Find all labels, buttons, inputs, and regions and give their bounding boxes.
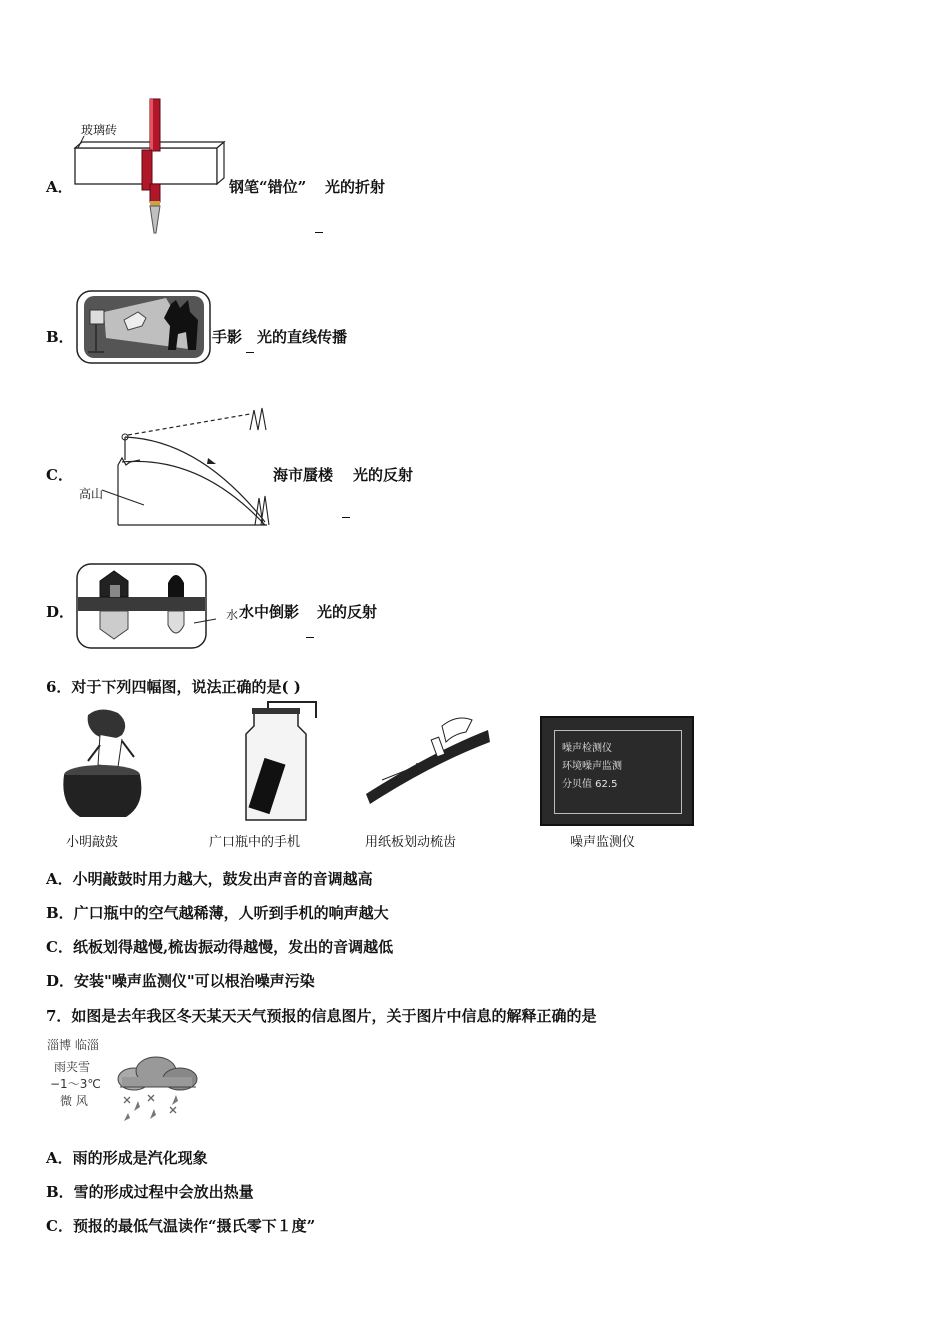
option-description: 光的直线传播 [257,328,348,346]
option-description: 光的折射 [325,178,386,196]
option-c: C．纸板划得越慢,梳齿振动得越慢，发出的音调越低 [46,938,394,956]
image-caption: 用纸板划动梳齿 [365,835,457,850]
mirage-figure [110,400,275,530]
option-letter: A． [46,178,73,196]
option-label: 水中倒影 [239,603,300,621]
option-d: D．安装"噪声监测仪"可以根治噪声污染 [46,972,315,990]
option-a: A．雨的形成是汽化现象 [46,1149,208,1167]
image-caption: 广口瓶中的手机 [209,835,301,850]
blank-mark [342,517,350,518]
blank-mark [246,352,254,353]
monitor-line: 噪声检测仪 [562,743,612,754]
bottle-figure [228,708,323,826]
glass-brick-label: 玻璃砖 [81,123,118,137]
comb-figure [362,712,492,812]
option-label: 手影 [212,328,243,346]
question-stem: 6．对于下列四幅图，说法正确的是( ) [46,678,301,696]
forecast-weather: 雨夹雪 [54,1060,91,1074]
blank-mark [306,637,314,638]
option-letter: C． [46,466,73,484]
option-label: 海市蜃楼 [273,466,334,484]
option-b: B．雪的形成过程中会放出热量 [46,1183,254,1201]
option-b: B．广口瓶中的空气越稀薄，人听到手机的响声越大 [46,904,389,922]
blank-mark [315,232,323,233]
option-c: C．预报的最低气温读作“摄氏零下１度” [46,1217,316,1235]
monitor-line: 环境噪声监测 [562,761,622,772]
forecast-location: 淄博 临淄 [47,1038,99,1052]
drum-figure [60,705,150,825]
option-description: 光的反射 [317,603,378,621]
option-a: A．小明敲鼓时用力越大，鼓发出声音的音调越高 [46,870,373,888]
image-caption: 噪声监测仪 [570,835,636,850]
option-description: 光的反射 [353,466,414,484]
pen-glass-figure [70,95,230,245]
image-caption: 小明敲鼓 [66,835,119,850]
forecast-wind: 微 风 [60,1094,88,1108]
option-letter: D． [46,603,75,621]
water-label: 水 [226,608,239,622]
sleet-cloud-icon [114,1055,200,1125]
forecast-temperature: −1～3℃ [50,1077,101,1091]
water-reflection-figure [76,563,208,649]
monitor-reading: 分贝值 62.5 [562,779,618,790]
option-letter: B． [46,328,74,346]
mountain-label: 高山 [79,487,104,501]
question-stem: 7．如图是去年我区冬天某天天气预报的信息图片，关于图片中信息的解释正确的是 [46,1007,597,1025]
noise-monitor-figure [540,716,694,826]
option-label: 钢笔“错位” [229,178,307,196]
hand-shadow-figure [76,290,212,365]
